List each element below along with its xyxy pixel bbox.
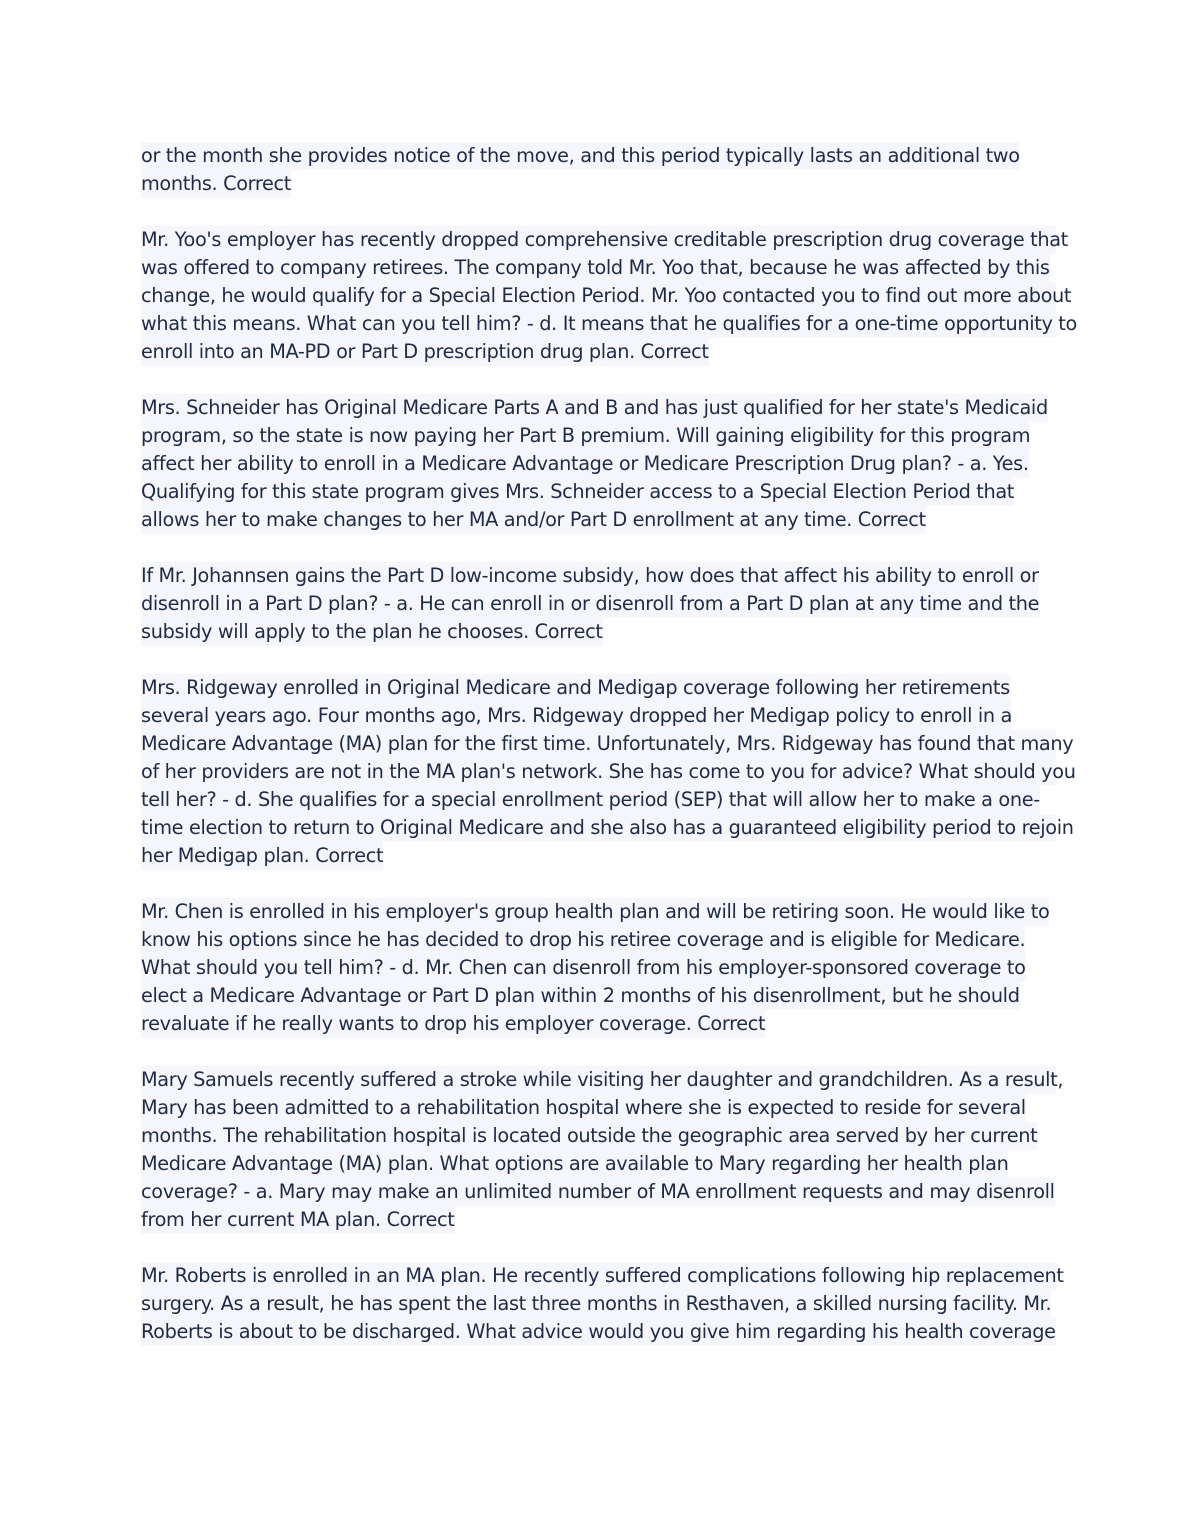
- text-line: months. The rehabilitation hospital is located outside the geographic area served by her current: [141, 1122, 1037, 1150]
- text-line: Medicare Advantage (MA) plan for the first time. Unfortunately, Mrs. Ridgeway has found that many: [141, 730, 1056, 758]
- text-line: Mr. Yoo's employer has recently dropped comprehensive creditable prescription drug coverage that: [141, 226, 1056, 254]
- text-line: or the month she provides notice of the move, and this period typically lasts an additional two: [141, 142, 1020, 170]
- text-line: revaluate if he really wants to drop his employer coverage. Correct: [141, 1010, 765, 1038]
- text-line: disenroll in a Part D plan? - a. He can enroll in or disenroll from a Part D plan at any time and the: [141, 590, 1039, 618]
- text-line: enroll into an MA-PD or Part D prescription drug plan. Correct: [141, 338, 709, 366]
- text-line: months. Correct: [141, 170, 291, 198]
- text-line: change, he would qualify for a Special Election Period. Mr. Yoo contacted you to find out more about: [141, 282, 1056, 310]
- text-line: Mr. Roberts is enrolled in an MA plan. He recently suffered complications following hip replacement: [141, 1262, 1056, 1290]
- text-line: Qualifying for this state program gives Mrs. Schneider access to a Special Election Period that: [141, 478, 1014, 506]
- text-line: Roberts is about to be discharged. What advice would you give him regarding his health coverage: [141, 1318, 1056, 1346]
- text-line: allows her to make changes to her MA and/or Part D enrollment at any time. Correct: [141, 506, 926, 534]
- text-line: Medicare Advantage (MA) plan. What options are available to Mary regarding her health plan: [141, 1150, 1008, 1178]
- text-line: what this means. What can you tell him? - d. It means that he qualifies for a one-time opportunity to: [141, 310, 1056, 338]
- text-line: coverage? - a. Mary may make an unlimited number of MA enrollment requests and may disenroll: [141, 1178, 1055, 1206]
- text-line: Mary has been admitted to a rehabilitation hospital where she is expected to reside for several: [141, 1094, 1026, 1122]
- text-line: Mrs. Schneider has Original Medicare Parts A and B and has just qualified for her state's Medicaid: [141, 394, 1048, 422]
- text-line: program, so the state is now paying her Part B premium. Will gaining eligibility for this program: [141, 422, 1030, 450]
- text-line: was offered to company retirees. The company told Mr. Yoo that, because he was affected by this: [141, 254, 1050, 282]
- text-line: time election to return to Original Medicare and she also has a guaranteed eligibility period to rejoin: [141, 814, 1056, 842]
- text-line: Mary Samuels recently suffered a stroke while visiting her daughter and grandchildren. As a result,: [141, 1066, 1056, 1094]
- text-line: subsidy will apply to the plan he chooses. Correct: [141, 618, 603, 646]
- text-line: from her current MA plan. Correct: [141, 1206, 455, 1234]
- paragraph-mr-yoo: [141, 226, 1077, 366]
- text-line: know his options since he has decided to drop his retiree coverage and is eligible for Medicare.: [141, 926, 1025, 954]
- text-line: of her providers are not in the MA plan's network. She has come to you for advice? What should you: [141, 758, 1056, 786]
- text-line: Mr. Chen is enrolled in his employer's group health plan and will be retiring soon. He would like to: [141, 898, 1049, 926]
- text-line: several years ago. Four months ago, Mrs. Ridgeway dropped her Medigap policy to enroll in a: [141, 702, 1012, 730]
- paragraph-mrs-ridgeway: [141, 674, 1076, 870]
- paragraph-mary-samuels: [141, 1066, 1064, 1234]
- text-line: If Mr. Johannsen gains the Part D low-income subsidy, how does that affect his ability to enroll or: [141, 562, 1039, 590]
- text-line: Mrs. Ridgeway enrolled in Original Medicare and Medigap coverage following her retirements: [141, 674, 1010, 702]
- paragraph-mr-johannsen: [141, 562, 1056, 646]
- paragraph-moving-sep: [141, 142, 1056, 198]
- text-line: elect a Medicare Advantage or Part D plan within 2 months of his disenrollment, but he should: [141, 982, 1020, 1010]
- paragraph-mrs-schneider: [141, 394, 1056, 534]
- text-line: affect her ability to enroll in a Medicare Advantage or Medicare Prescription Drug plan? - a. Yes.: [141, 450, 1029, 478]
- text-line: What should you tell him? - d. Mr. Chen can disenroll from his employer-sponsored coverage to: [141, 954, 1026, 982]
- text-line: surgery. As a result, he has spent the last three months in Resthaven, a skilled nursing facility. Mr.: [141, 1290, 1051, 1318]
- document-page: [141, 142, 1077, 1374]
- paragraph-mr-chen: [141, 898, 1056, 1038]
- text-line: tell her? - d. She qualifies for a special enrollment period (SEP) that will allow her to make a one-: [141, 786, 1040, 814]
- paragraph-mr-roberts: [141, 1262, 1064, 1346]
- text-line: her Medigap plan. Correct: [141, 842, 383, 870]
